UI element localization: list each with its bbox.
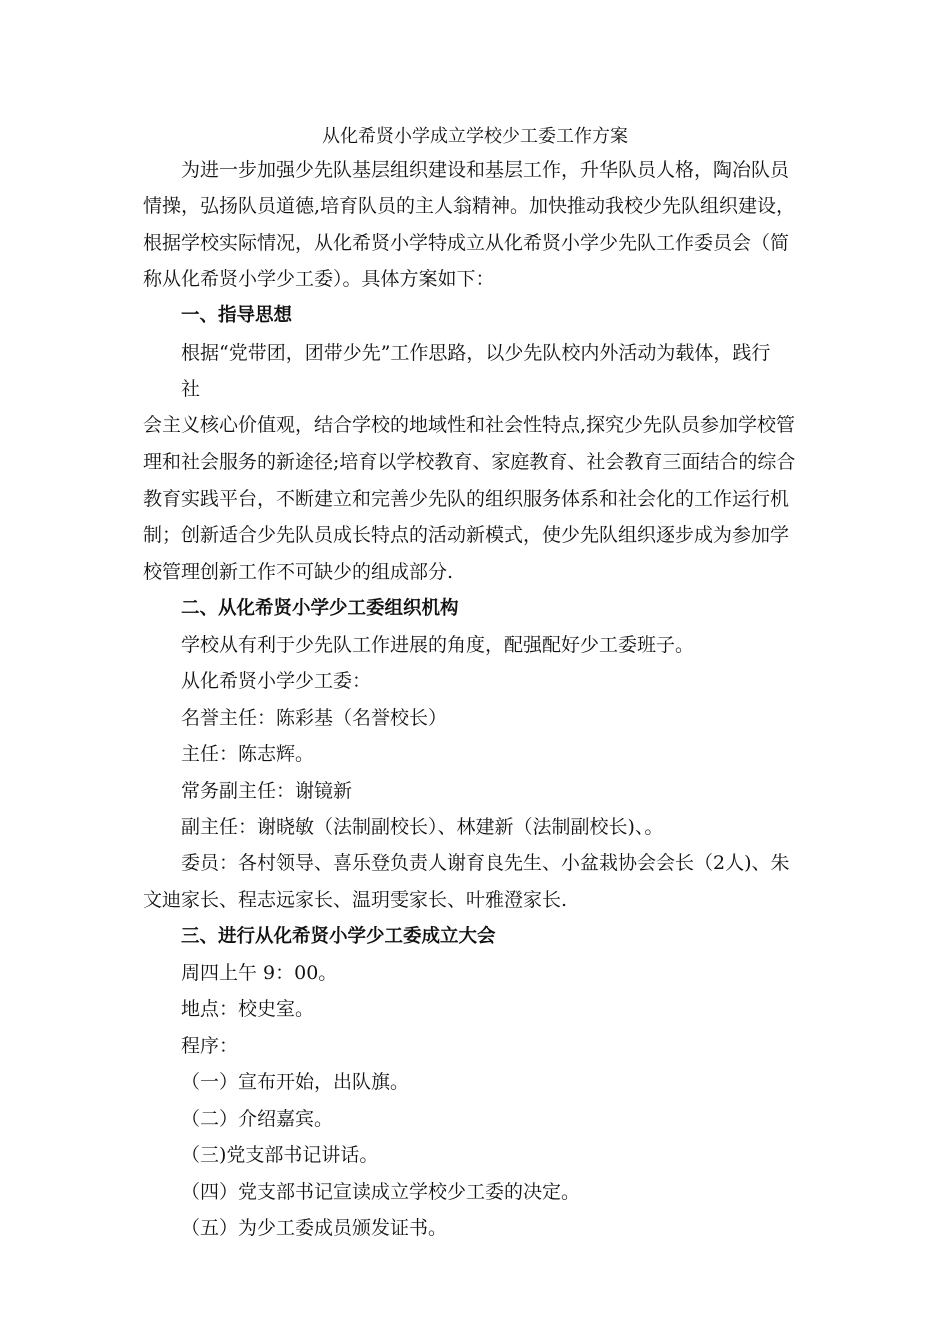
body-line: 根据“党带团，团带少先”工作思路，以少先队校内外活动为载体，践行 — [181, 342, 771, 364]
body-line: （三)党支部书记讲话。 — [181, 1144, 379, 1166]
body-line: 副主任：谢晓敏（法制副校长）、林建新（法制副校长)、。 — [181, 816, 664, 838]
body-line: 学校从有利于少先队工作进展的角度，配强配好少工委班子。 — [181, 634, 695, 656]
body-line: 主任：陈志辉。 — [181, 743, 315, 765]
body-line: 制；创新适合少先队员成长特点的活动新模式，使少先队组织逐步成为参加学 — [143, 524, 790, 546]
body-line: 会主义核心价值观，结合学校的地域性和社会性特点,探究少先队员参加学校管 — [143, 414, 796, 436]
body-line: （一）宣布开始，出队旗。 — [181, 1071, 410, 1093]
document-title: 从化希贤小学成立学校少工委工作方案 — [322, 126, 628, 147]
intro-line: 称从化希贤小学少工委）。具体方案如下： — [143, 268, 495, 290]
body-line: 教育实践平台，不断建立和完善少先队的组织服务体系和社会化的工作运行机 — [143, 488, 790, 510]
section-heading-1: 一、指导思想 — [181, 305, 293, 326]
body-line: 校管理创新工作不可缺少的组成部分. — [143, 561, 454, 583]
body-line: 名誉主任：陈彩基（名誉校长） — [181, 707, 448, 729]
body-line: 周四上午 9：00。 — [181, 962, 338, 984]
body-line: 从化希贤小学少工委： — [181, 670, 372, 692]
body-line: （四）党支部书记宣读成立学校少工委的决定。 — [181, 1181, 581, 1203]
body-line: 程序： — [181, 1035, 239, 1057]
body-line: 委员：各村领导、喜乐登负责人谢育良先生、小盆栽协会会长（2人)、朱 — [181, 852, 790, 874]
section-heading-3: 三、进行从化希贤小学少工委成立大会 — [181, 926, 496, 947]
body-line: 社 — [181, 378, 201, 400]
intro-line: 为进一步加强少先队基层组织建设和基层工作，升华队员人格，陶冶队员 — [181, 159, 790, 181]
intro-line: 情操，弘扬队员道德,培育队员的主人翁精神。加快推动我校少先队组织建设， — [143, 195, 796, 217]
intro-line: 根据学校实际情况，从化希贤小学特成立从化希贤小学少先队工作委员会（简 — [143, 232, 790, 254]
body-line: 文迪家长、程志远家长、温玥雯家长、叶雅澄家长. — [143, 889, 568, 911]
body-line: （二）介绍嘉宾。 — [181, 1108, 334, 1130]
body-line: 地点：校史室。 — [181, 998, 315, 1020]
body-line: （五）为少工委成员颁发证书。 — [181, 1217, 448, 1239]
body-line: 常务副主任：谢镜新 — [181, 780, 353, 802]
section-heading-2: 二、从化希贤小学少工委组织机构 — [181, 598, 459, 619]
body-line: 理和社会服务的新途径;培育以学校教育、家庭教育、社会教育三面结合的综合 — [143, 451, 796, 473]
